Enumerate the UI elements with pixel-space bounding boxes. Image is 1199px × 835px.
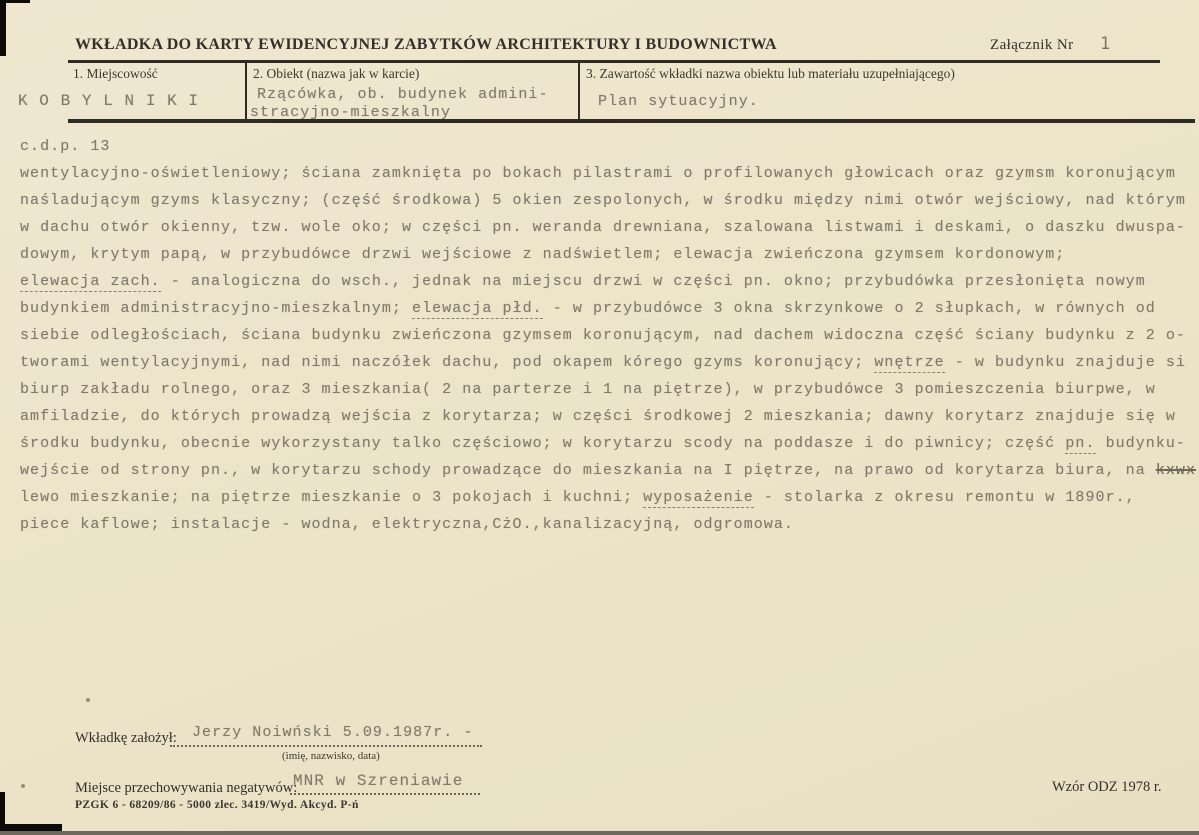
body-segment: naśladującym gzyms klasyczny; (część środkowa) 5 okien zespolonych, w środku między nimi otwór wejściowy, nad którym [20, 192, 1186, 209]
col2-value-object-line1: Rzącówka, ob. budynek admini- [257, 86, 549, 103]
founder-value: Jerzy Noiwński 5.09.1987r. - [192, 724, 474, 741]
body-line [20, 376, 1196, 403]
scan-edge-artifact [0, 0, 30, 3]
body-segment: wejście od strony pn., w korytarzu schody prowadzące do mieszkania na I piętrze, na prawo od korytarza biura, na [20, 462, 1156, 479]
body-line [20, 268, 1196, 295]
underlined-term: elewacja zach. [20, 273, 161, 290]
body-line [20, 349, 1196, 376]
body-text [20, 133, 1196, 538]
body-segment: budynku- [1095, 435, 1186, 452]
body-line [20, 403, 1196, 430]
ink-speck [21, 784, 25, 788]
body-segment: wentylacyjno-oświetleniowy; ściana zamknięta po bokach pilastrami o profilowanych głowicach oraz gzymsm koronującym [20, 165, 1176, 182]
founder-fill-line [170, 745, 482, 747]
negatives-fill-line [290, 793, 480, 795]
underlined-term: wyposażenie [643, 489, 754, 506]
body-segment: siebie odległościach, ściana budynku zwieńczona gzymsem koronującym, nad dachem widoczna część ściany budynku z 2 o- [20, 327, 1186, 344]
body-line [20, 295, 1196, 322]
body-segment: lewo mieszkanie; na piętrze mieszkanie o 3 pokojach i kuchni; [20, 489, 644, 506]
form-model: Wzór ODZ 1978 r. [1052, 779, 1162, 795]
body-line [20, 187, 1196, 214]
body-segment: dowym, krytym papą, w przybudówce drzwi wejściowe z nadświetlem; elewacja zwieńczona gzymsem kordonowym; [20, 246, 1066, 263]
body-line [20, 322, 1196, 349]
body-segment: środku budynku, obecnie wykorzystany talko częściowo; w korytarzu scody na poddasze i do piwnicy; część [20, 435, 1066, 452]
body-segment: biurp zakładu rolnego, oraz 3 mieszkania( 2 na parterze i 1 na piętrze), w przybudówce 3 pomieszczenia biurpwe, w [20, 381, 1156, 398]
founder-label: Wkładkę założył: [75, 730, 177, 746]
body-line [20, 241, 1196, 268]
body-line [20, 160, 1196, 187]
body-segment: w dachu otwór okienny, tzw. wole oko; w części pn. weranda drewniana, szalowana listwami i deskami, o daszku dwuspa- [20, 219, 1186, 236]
body-segment: - w budynku znajduje si [944, 354, 1186, 371]
body-line [20, 511, 1196, 538]
ink-speck [86, 698, 90, 702]
body-segment: budynkiem administracyjno-mieszkalnym; [20, 300, 413, 317]
table-top-rule [68, 60, 1160, 63]
body-line [20, 484, 1196, 511]
underlined-term: elewacja płd. [412, 300, 543, 317]
founder-caption: (imię, nazwisko, data) [282, 750, 380, 762]
col1-label: 1. Miejscowość [73, 66, 158, 81]
table-column-divider [245, 60, 247, 121]
table-column-divider [578, 60, 580, 121]
body-line [20, 133, 1196, 160]
col3-value-content: Plan sytuacyjny. [598, 93, 759, 110]
negatives-value: MNR w Szreniawie [293, 772, 464, 790]
body-line [20, 457, 1196, 484]
struck-text: kxwx [1155, 462, 1197, 479]
col2-label: 2. Obiekt (nazwa jak w karcie) [253, 66, 420, 81]
underlined-term: pn. [1065, 435, 1096, 452]
attachment-label: Załącznik Nr [990, 37, 1074, 53]
body-segment: piece kaflowe; instalacje - wodna, elektryczna,CżO.,kanalizacyjną, odgromowa. [20, 516, 794, 533]
col2-value-object-line2: stracyjno-mieszkalny [250, 104, 452, 121]
table-bottom-rule [68, 119, 1195, 123]
page-title: WKŁADKA DO KARTY EWIDENCYJNEJ ZABYTKÓW ARCHITEKTURY I BUDOWNICTWA [75, 36, 777, 53]
body-segment: c.d.p. 13 [20, 138, 111, 155]
attachment-number: 1 [1100, 34, 1111, 54]
scan-edge-artifact [0, 0, 6, 56]
scan-edge-artifact [0, 831, 1199, 835]
body-segment: - stolarka z okresu remontu w 1890r., [753, 489, 1136, 506]
body-line [20, 214, 1196, 241]
print-code: PZGK 6 - 68209/86 - 5000 zlec. 3419/Wyd. Akcyd. P-ń [75, 799, 359, 811]
col1-value-place-name: K O B Y L N I K I [18, 92, 200, 110]
body-segment: tworami wentylacyjnymi, nad nimi naczółek dachu, pod okapem kórego gzyms koronujący; [20, 354, 875, 371]
body-segment: - w przybudówce 3 okna skrzynkowe o 2 słupkach, w równych od [542, 300, 1156, 317]
body-segment: - analogiczna do wsch., jednak na miejscu drzwi w części pn. okno; przybudówka przesłonięta nowym [160, 273, 1146, 290]
body-segment: amfiladzie, do których prowadzą wejścia z korytarza; w części środkowej 2 mieszkania; dawny korytarz znajduje się w [20, 408, 1176, 425]
negatives-label: Miejsce przechowywania negatywów: [75, 780, 298, 796]
underlined-term: wnętrze [874, 354, 945, 371]
body-line [20, 430, 1196, 457]
col3-label: 3. Zawartość wkładki nazwa obiektu lub materiału uzupełniającego) [586, 66, 955, 81]
